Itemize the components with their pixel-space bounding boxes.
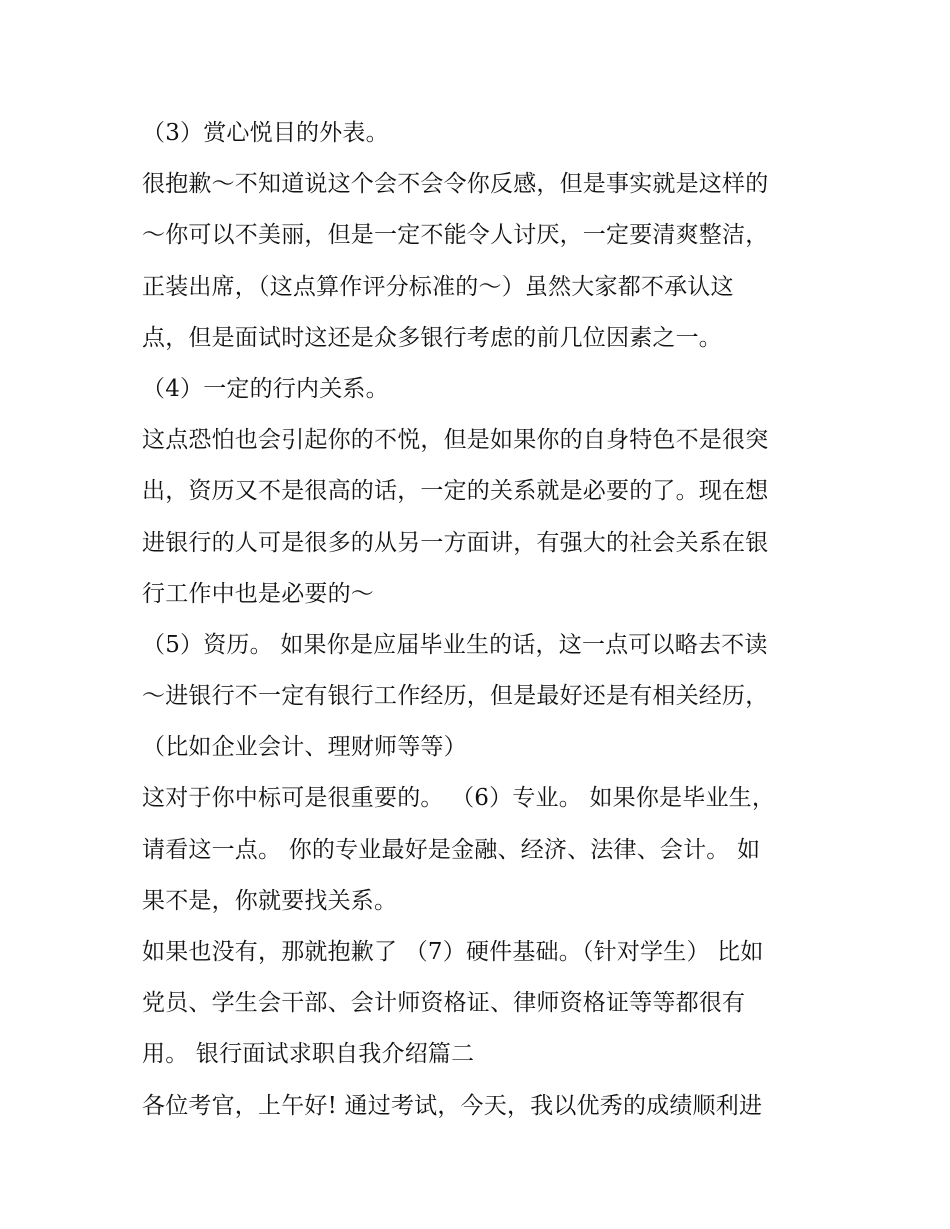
text-line: 这点恐怕也会引起你的不悦，但是如果你的自身特色不是很突 [142, 427, 769, 454]
text-line: 点，但是面试时这还是众多银行考虑的前几位因素之一。 [142, 324, 722, 351]
text-line: （5）资历。 如果你是应届毕业生的话，这一点可以略去不读 [142, 631, 768, 658]
text-line: 各位考官，上午好! 通过考试，今天，我以优秀的成绩顺利进 [142, 1092, 763, 1119]
text-line: （4）一定的行内关系。 [142, 375, 389, 402]
text-line: 行工作中也是必要的～ [142, 580, 374, 607]
text-line: 进银行的人可是很多的从另一方面讲，有强大的社会关系在银 [142, 529, 769, 556]
text-line: 请看这一点。 你的专业最好是金融、经济、法律、会计。 如 [142, 836, 761, 863]
text-line: （3）赏心悦目的外表。 [142, 120, 389, 146]
text-line: 这对于你中标可是很重要的。 （6）专业。 如果你是毕业生， [142, 785, 776, 812]
text-line: （比如企业会计、理财师等等） [142, 734, 467, 761]
text-line: 很抱歉～不知道说这个会不会令你反感，但是事实就是这样的 [142, 171, 769, 198]
text-line: 党员、学生会干部、会计师资格证、律师资格证等等都很有 [142, 990, 746, 1017]
text-line: 正装出席，（这点算作评分标准的～）虽然大家都不承认这 [142, 273, 734, 300]
document-body [142, 108, 842, 1132]
text-line: 出，资历又不是很高的话，一定的关系就是必要的了。现在想 [142, 478, 769, 505]
text-line: ～你可以不美丽，但是一定不能令人讨厌，一定要清爽整洁， [142, 222, 769, 249]
text-line: 如果也没有，那就抱歉了 （7）硬件基础。（针对学生） 比如 [142, 939, 764, 965]
text-line: 果不是，你就要找关系。 [142, 887, 398, 914]
text-line: 用。 银行面试求职自我介绍篇二 [142, 1041, 475, 1068]
text-line: ～进银行不一定有银行工作经历，但是最好还是有相关经历， [142, 683, 769, 710]
